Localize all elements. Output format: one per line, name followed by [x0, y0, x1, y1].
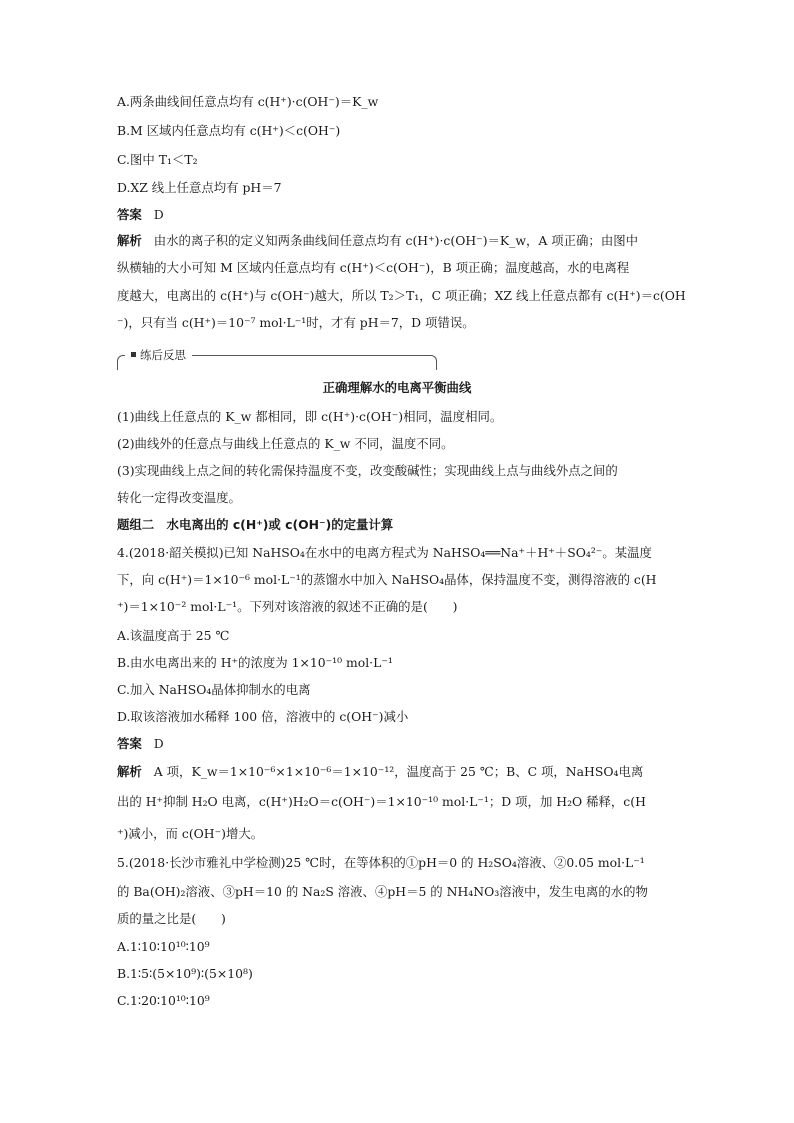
- q4-option-c: C.加入 NaHSO₄晶体抑制水的电离: [117, 682, 311, 697]
- reflect-tag: [125, 347, 192, 363]
- q5-stem-2: 的 Ba(OH)₂溶液、③pH＝10 的 Na₂S 溶液、④pH＝5 的 NH₄NO₃溶液中，发生电离的水的物: [117, 884, 648, 899]
- analysis-line-2: 纵横轴的大小可知 M 区域内任意点均有 c(H⁺)＜c(OH⁻)，B 项正确；温度越高，水的电离程: [117, 260, 630, 275]
- q4-stem-1: 4.(2018·韶关模拟)已知 NaHSO₄在水中的电离方程式为 NaHSO₄══Na⁺＋H⁺＋SO₄²⁻。某温度: [117, 545, 652, 560]
- option-d-line: D.XZ 线上任意点均有 pH＝7: [117, 180, 282, 195]
- q5-option-a: A.1∶10∶10¹⁰∶10⁹: [117, 939, 210, 954]
- reflect-item-1: (1)曲线上任意点的 K_w 都相同，即 c(H⁺)·c(OH⁻)相同，温度相同。: [117, 409, 503, 424]
- answer-label: 答案: [117, 736, 142, 751]
- q5-option-c: C.1∶20∶10¹⁰∶10⁹: [117, 993, 210, 1008]
- group-heading: 题组二 水电离出的 c(H⁺)或 c(OH⁻)的定量计算: [117, 517, 394, 532]
- analysis-line-3: 度越大，电离出的 c(H⁺)与 c(OH⁻)越大，所以 T₂＞T₁，C 项正确；XZ 线上任意点都有 c(H⁺)＝c(OH: [117, 288, 686, 303]
- q4-analysis-line-1: [117, 764, 643, 780]
- reflect-item-3: (3)实现曲线上点之间的转化需保持温度不变，改变酸碱性；实现曲线上点与曲线外点之间的: [117, 463, 618, 478]
- q5-option-b: B.1∶5∶(5×10⁹)∶(5×10⁸): [117, 966, 253, 981]
- analysis-line-4: ⁻)，只有当 c(H⁺)＝10⁻⁷ mol·L⁻¹时，才有 pH＝7，D 项错误。: [117, 315, 475, 330]
- answer-line-1: [117, 207, 164, 223]
- answer-value: D: [153, 736, 164, 751]
- q5-stem-3: 质的量之比是( ): [117, 911, 226, 926]
- q4-answer-line: [117, 736, 164, 752]
- option-a-line: A.两条曲线间任意点均有 c(H⁺)·c(OH⁻)＝K_w: [117, 94, 379, 109]
- reflect-title: 正确理解水的电离平衡曲线: [322, 380, 472, 395]
- q4-stem-3: ⁺)＝1×10⁻² mol·L⁻¹。下列对该溶液的叙述不正确的是( ): [117, 599, 458, 614]
- analysis-label: 解析: [117, 233, 142, 248]
- analysis-label: 解析: [117, 764, 142, 779]
- q4-stem-2: 下，向 c(H⁺)＝1×10⁻⁶ mol·L⁻¹的蒸馏水中加入 NaHSO₄晶体，保持温度不变，测得溶液的 c(H: [117, 572, 657, 587]
- analysis-line-1: [117, 233, 638, 249]
- q5-stem-1: 5.(2018·长沙市雅礼中学检测)25 ℃时，在等体积的①pH＝0 的 H₂SO₄溶液、②0.05 mol·L⁻¹: [117, 855, 645, 870]
- analysis-text: A 项，K_w＝1×10⁻⁶×1×10⁻⁶＝1×10⁻¹²，温度高于 25 ℃；B、C 项，NaHSO₄电离: [153, 764, 644, 779]
- answer-label: 答案: [117, 207, 142, 222]
- reflect-item-3-cont: 转化一定得改变温度。: [117, 490, 241, 505]
- option-b-line: B.M 区域内任意点均有 c(H⁺)＜c(OH⁻): [117, 123, 341, 138]
- q4-option-a: A.该温度高于 25 ℃: [117, 628, 230, 643]
- reflect-tag-text: 练后反思: [140, 348, 186, 362]
- reflect-item-2: (2)曲线外的任意点与曲线上任意点的 K_w 不同，温度不同。: [117, 436, 454, 451]
- analysis-text: 由水的离子积的定义知两条曲线间任意点均有 c(H⁺)·c(OH⁻)＝K_w，A 项正确；由图中: [153, 233, 638, 248]
- option-c-line: C.图中 T₁＜T₂: [117, 152, 198, 167]
- answer-value: D: [153, 207, 164, 222]
- square-bullet-icon: [131, 352, 136, 357]
- q4-analysis-line-3: ⁺)减小，而 c(OH⁻)增大。: [117, 826, 264, 841]
- q4-analysis-line-2: 出的 H⁺抑制 H₂O 电离，c(H⁺)H₂O＝c(OH⁻)＝1×10⁻¹⁰ mol·L⁻¹；D 项，加 H₂O 稀释，c(H: [117, 794, 646, 809]
- q4-option-d: D.取该溶液加水稀释 100 倍，溶液中的 c(OH⁻)减小: [117, 709, 409, 724]
- q4-option-b: B.由水电离出来的 H⁺的浓度为 1×10⁻¹⁰ mol·L⁻¹: [117, 655, 393, 670]
